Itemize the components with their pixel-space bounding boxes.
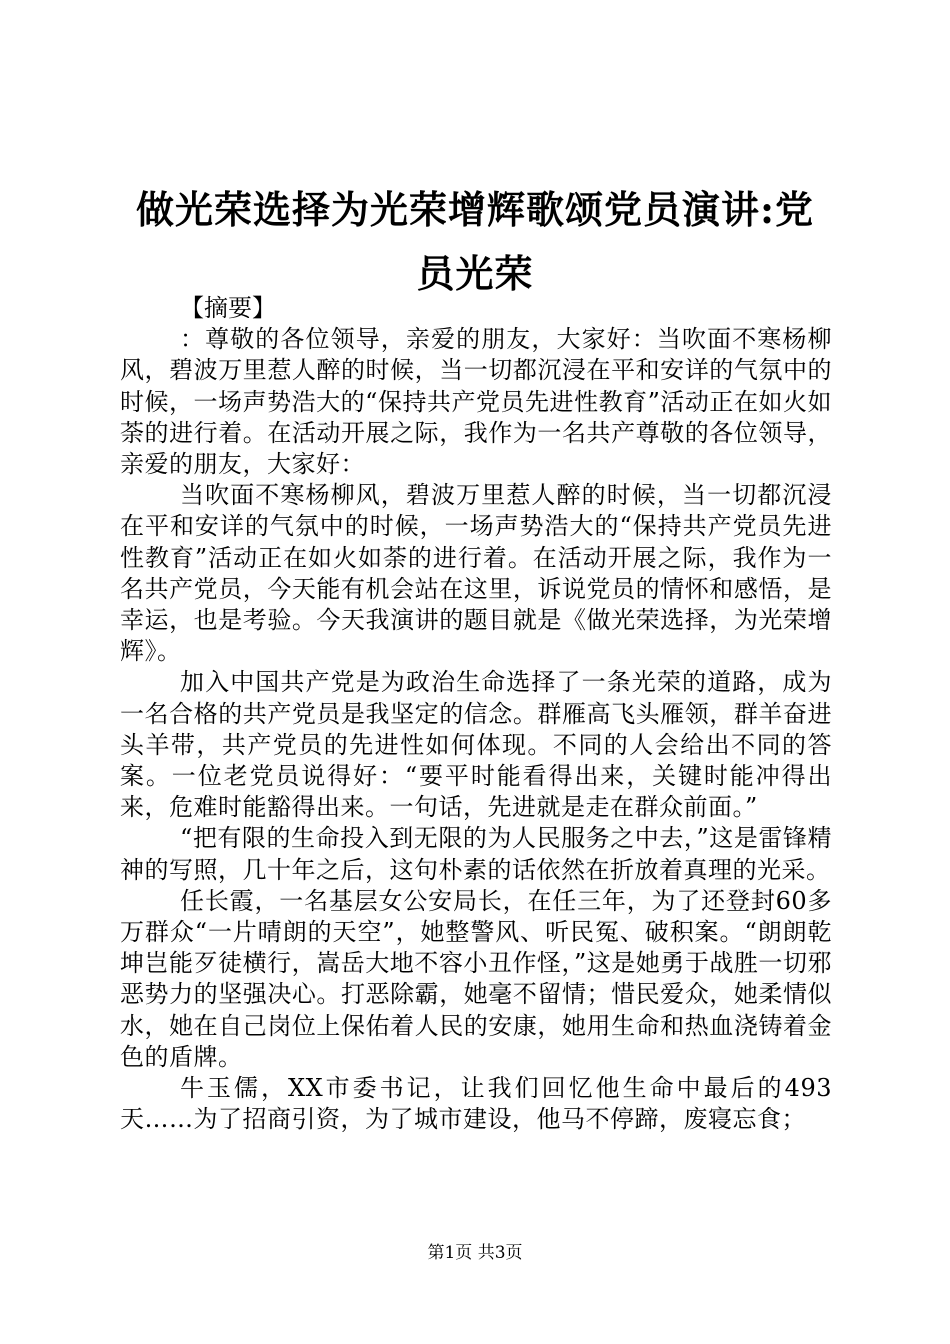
abstract-label: 【摘要】 [180, 294, 276, 322]
paragraph-3: 加入中国共产党是为政治生命选择了一条光荣的道路，成为一名合格的共产党员是我坚定的信念。群雁高飞头雁领，群羊奋进头羊带，共产党员的先进性如何体现。不同的人会给出不同的答案。一位老党员说得好：“要平时能看得出来，关键时能冲得出来，危难时能豁得出来。一句话，先进就是走在群众前面。” [120, 668, 832, 822]
paragraph-5: 任长霞，一名基层女公安局长，在任三年，为了还登封60多万群众“一片晴朗的天空”，她整警风、听民冤、破积案。“朗朗乾坤岂能歹徒横行，嵩岳大地不容小丑作怪，”这是她勇于战胜一切邪恶势力的坚强决心。打恶除霸，她毫不留情；惜民爱众，她柔情似水，她在自己岗位上保佑着人民的安康，她用生命和热血浇铸着金色的盾牌。 [120, 886, 832, 1071]
paragraph-6: 牛玉儒，XX市委书记，让我们回忆他生命中最后的493天……为了招商引资，为了城市建设，他马不停蹄，废寝忘食； [120, 1074, 832, 1134]
page-footer: 第1页 共3页 [427, 1243, 523, 1263]
document-body [120, 293, 832, 1135]
paragraph-1: ：尊敬的各位领导，亲爱的朋友，大家好：当吹面不寒杨柳风，碧波万里惹人醉的时候，当一切都沉浸在平和安详的气氛中的时候，一场声势浩大的“保持共产党员先进性教育”活动正在如火如荼的进行着。在活动开展之际，我作为一名共产尊敬的各位领导，亲爱的朋友，大家好： [120, 325, 832, 479]
paragraph-4: “把有限的生命投入到无限的为人民服务之中去，”这是雷锋精神的写照，几十年之后，这句朴素的话依然在折放着真理的光采。 [120, 824, 832, 884]
paragraph-2: 当吹面不寒杨柳风，碧波万里惹人醉的时候，当一切都沉浸在平和安详的气氛中的时候，一场声势浩大的“保持共产党员先进性教育”活动正在如火如荼的进行着。在活动开展之际，我作为一名共产党员，今天能有机会站在这里，诉说党员的情怀和感悟，是幸运，也是考验。今天我演讲的题目就是《做光荣选择，为光荣增辉》。 [120, 481, 832, 666]
document-title: 做光荣选择为光荣增辉歌颂党员演讲:党员光荣 [135, 187, 815, 296]
